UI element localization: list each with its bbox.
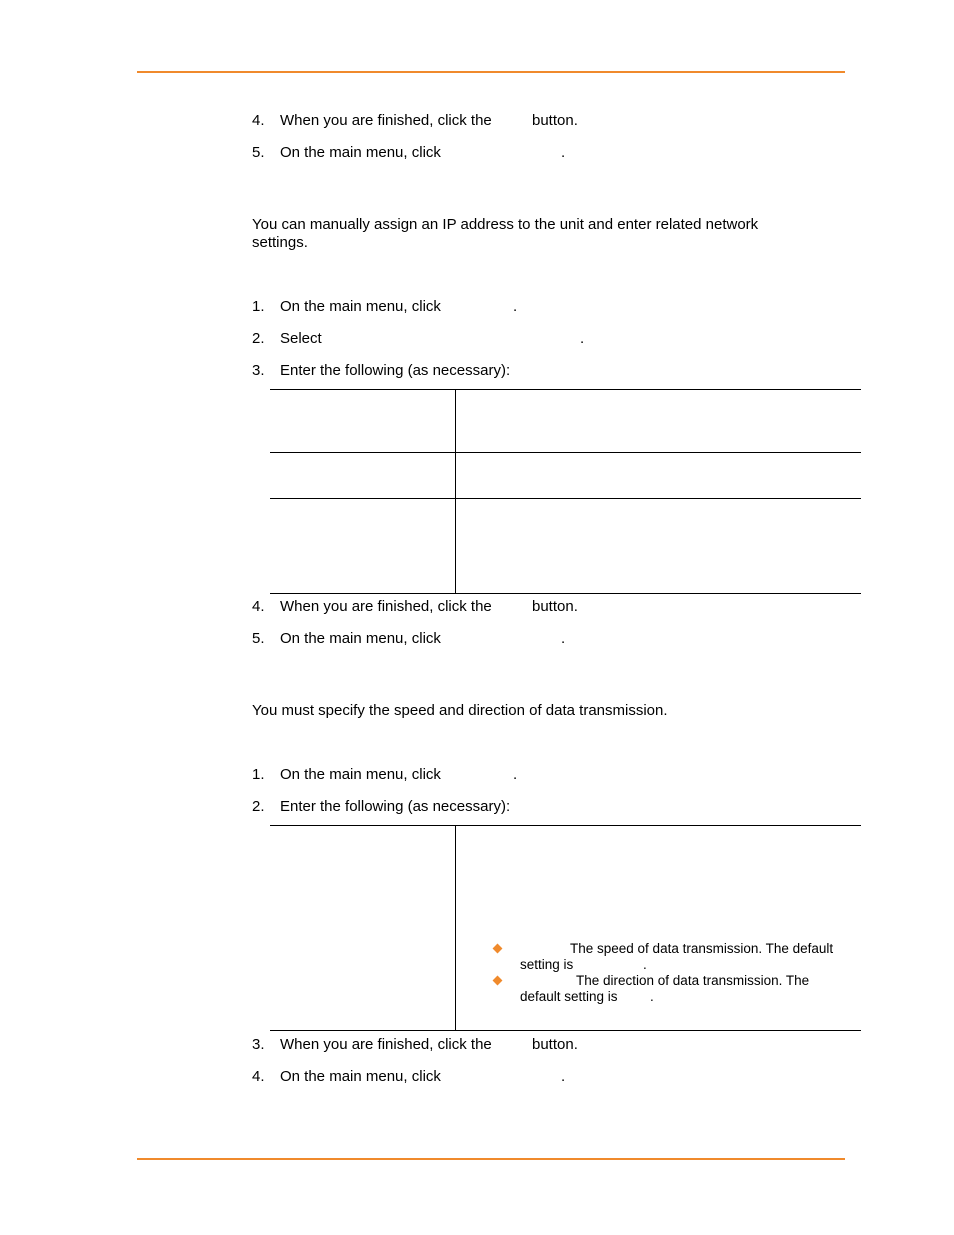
step-text-suffix: button.: [532, 598, 578, 615]
header-rule: [137, 71, 845, 73]
step-text: Enter the following (as necessary):: [280, 798, 511, 815]
table-row-divider: [270, 593, 861, 594]
step-number: 1.: [252, 298, 265, 315]
step-number: 4.: [252, 598, 265, 615]
step-number: 3.: [252, 1036, 265, 1053]
step-text-suffix: .: [561, 144, 566, 161]
bullet-text-line1: The direction of data transmission. The: [576, 973, 810, 988]
bullet-diamond-icon: [493, 944, 503, 954]
bullet-diamond-icon: [493, 976, 503, 986]
section-intro: You must specify the speed and direction of data transmission.: [252, 702, 668, 719]
table-column-divider: [455, 389, 456, 594]
bullet-text-line2: setting is: [520, 957, 574, 972]
table-row-divider: [270, 452, 861, 453]
table-row-divider: [270, 825, 861, 826]
step-text: On the main menu, click: [280, 144, 441, 161]
bullet-text-suffix: .: [643, 957, 647, 972]
step-text-suffix: button.: [532, 1036, 578, 1053]
step-text-suffix: .: [513, 298, 518, 315]
step-text-suffix: .: [561, 1068, 566, 1085]
step-text: Select: [280, 330, 322, 347]
step-number: 4.: [252, 112, 265, 129]
step-text: On the main menu, click: [280, 630, 441, 647]
table-row-divider: [270, 389, 861, 390]
step-text: On the main menu, click: [280, 766, 441, 783]
step-text: Enter the following (as necessary):: [280, 362, 511, 379]
step-number: 3.: [252, 362, 265, 379]
step-text: On the main menu, click: [280, 298, 441, 315]
step-text-suffix: .: [561, 630, 566, 647]
section-intro-line2: settings.: [252, 234, 308, 251]
step-number: 1.: [252, 766, 265, 783]
step-number: 4.: [252, 1068, 265, 1085]
step-text-suffix: .: [513, 766, 518, 783]
step-text: When you are finished, click the: [280, 1036, 492, 1053]
footer-rule: [137, 1158, 845, 1160]
step-number: 5.: [252, 630, 265, 647]
section-intro-line1: You can manually assign an IP address to the unit and enter related network: [252, 216, 759, 233]
step-number: 5.: [252, 144, 265, 161]
step-text: On the main menu, click: [280, 1068, 441, 1085]
step-text: When you are finished, click the: [280, 598, 492, 615]
step-number: 2.: [252, 798, 265, 815]
step-number: 2.: [252, 330, 265, 347]
table-column-divider: [455, 825, 456, 1031]
bullet-text-line1: The speed of data transmission. The default: [570, 941, 834, 956]
step-text-suffix: button.: [532, 112, 578, 129]
bullet-text-line2: default setting is: [520, 989, 618, 1004]
step-text: When you are finished, click the: [280, 112, 492, 129]
table-row-divider: [270, 1030, 861, 1031]
table-row-divider: [270, 498, 861, 499]
step-text-suffix: .: [580, 330, 585, 347]
bullet-text-suffix: .: [650, 989, 654, 1004]
